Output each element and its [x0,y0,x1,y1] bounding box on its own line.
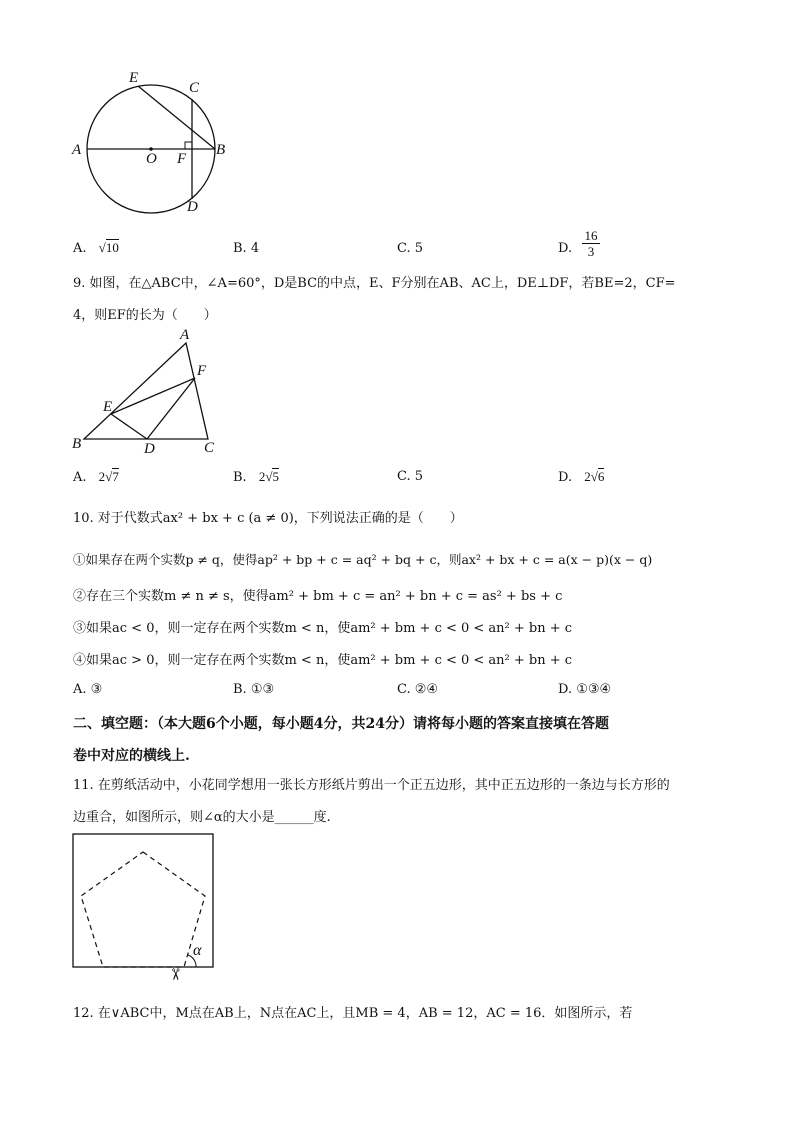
label-a9: A [180,327,190,343]
label-e9: E [103,399,113,415]
q10-option-c: C. ②④ [397,682,439,697]
label-a: A [72,142,82,158]
q10-stem: 10. 对于代数式ax² + bx + c (a ≠ 0)，下列说法正确的是（ ） [73,511,463,526]
label-e: E [129,70,139,86]
q9-option-a: A. 2√7 [73,469,119,485]
q10-statement-1: ①如果存在两个实数p ≠ q，使得ap² + bp + c = aq² + bq + c，则ax² + bx + c = a(x − p)(x − q) [73,552,653,567]
q10-option-a: A. ③ [73,682,103,697]
q8-option-a: A. √10 [73,240,119,256]
q9-option-c: C. 5 [397,469,424,484]
label-b9: B [72,436,82,452]
section2-heading-line1: 二、填空题：（本大题6个小题，每小题4分，共24分）请将每小题的答案直接填在答题 [73,716,609,732]
label-c9: C [204,440,215,456]
q12-stem-line1: 12. 在∨ABC中，M点在AB上，N点在AC上，且MB = 4，AB = 12，AC = 16．如图所示，若 [73,1006,633,1021]
q9-option-d: D. 2√6 [558,469,605,485]
paper-rectangle [73,834,213,967]
q9-stem-line1: 9. 如图，在△ABC中，∠A=60°，D是BC的中点，E、F分别在AB、AC上，DE⊥DF，若BE=2，CF= [73,276,676,291]
q11-stem-line1: 11. 在剪纸活动中，小花同学想用一张长方形纸片剪出一个正五边形，其中正五边形的一条边与长方形的 [73,778,670,793]
section2-heading-line2: 卷中对应的横线上. [73,748,190,764]
q11-stem-line2: 边重合，如图所示，则∠α的大小是______度. [73,810,331,825]
q8-option-c: C. 5 [397,241,424,256]
q8-option-d-fraction: 16 3 [582,228,600,259]
q10-statement-2: ②存在三个实数m ≠ n ≠ s，使得am² + bm + c = an² + bn + c = as² + bs + c [73,589,563,604]
alpha-label: α [193,942,202,959]
q9-option-b: B. 2√5 [233,469,279,485]
label-b: B [216,142,226,158]
label-f9: F [197,363,207,379]
dashed-pentagon [81,852,205,967]
q10-statement-3: ③如果ac < 0，则一定存在两个实数m < n，使am² + bm + c < 0 < an² + bn + c [73,621,573,636]
label-d9: D [144,441,155,457]
q8-option-b: B. 4 [233,241,260,256]
q10-statement-4: ④如果ac > 0，则一定存在两个实数m < n，使am² + bm + c < 0 < an² + bn + c [73,653,573,668]
label-f: F [177,151,187,167]
label-o: O [146,151,157,167]
label-d: D [187,199,198,215]
q10-option-b: B. ①③ [233,682,275,697]
label-c: C [189,80,200,96]
scissors-icon: ✂ [166,967,186,982]
q8-option-d: D. [558,241,573,256]
q9-stem-line2: 4，则EF的长为（ ） [73,308,217,323]
q10-option-d: D. ①③④ [558,682,612,697]
